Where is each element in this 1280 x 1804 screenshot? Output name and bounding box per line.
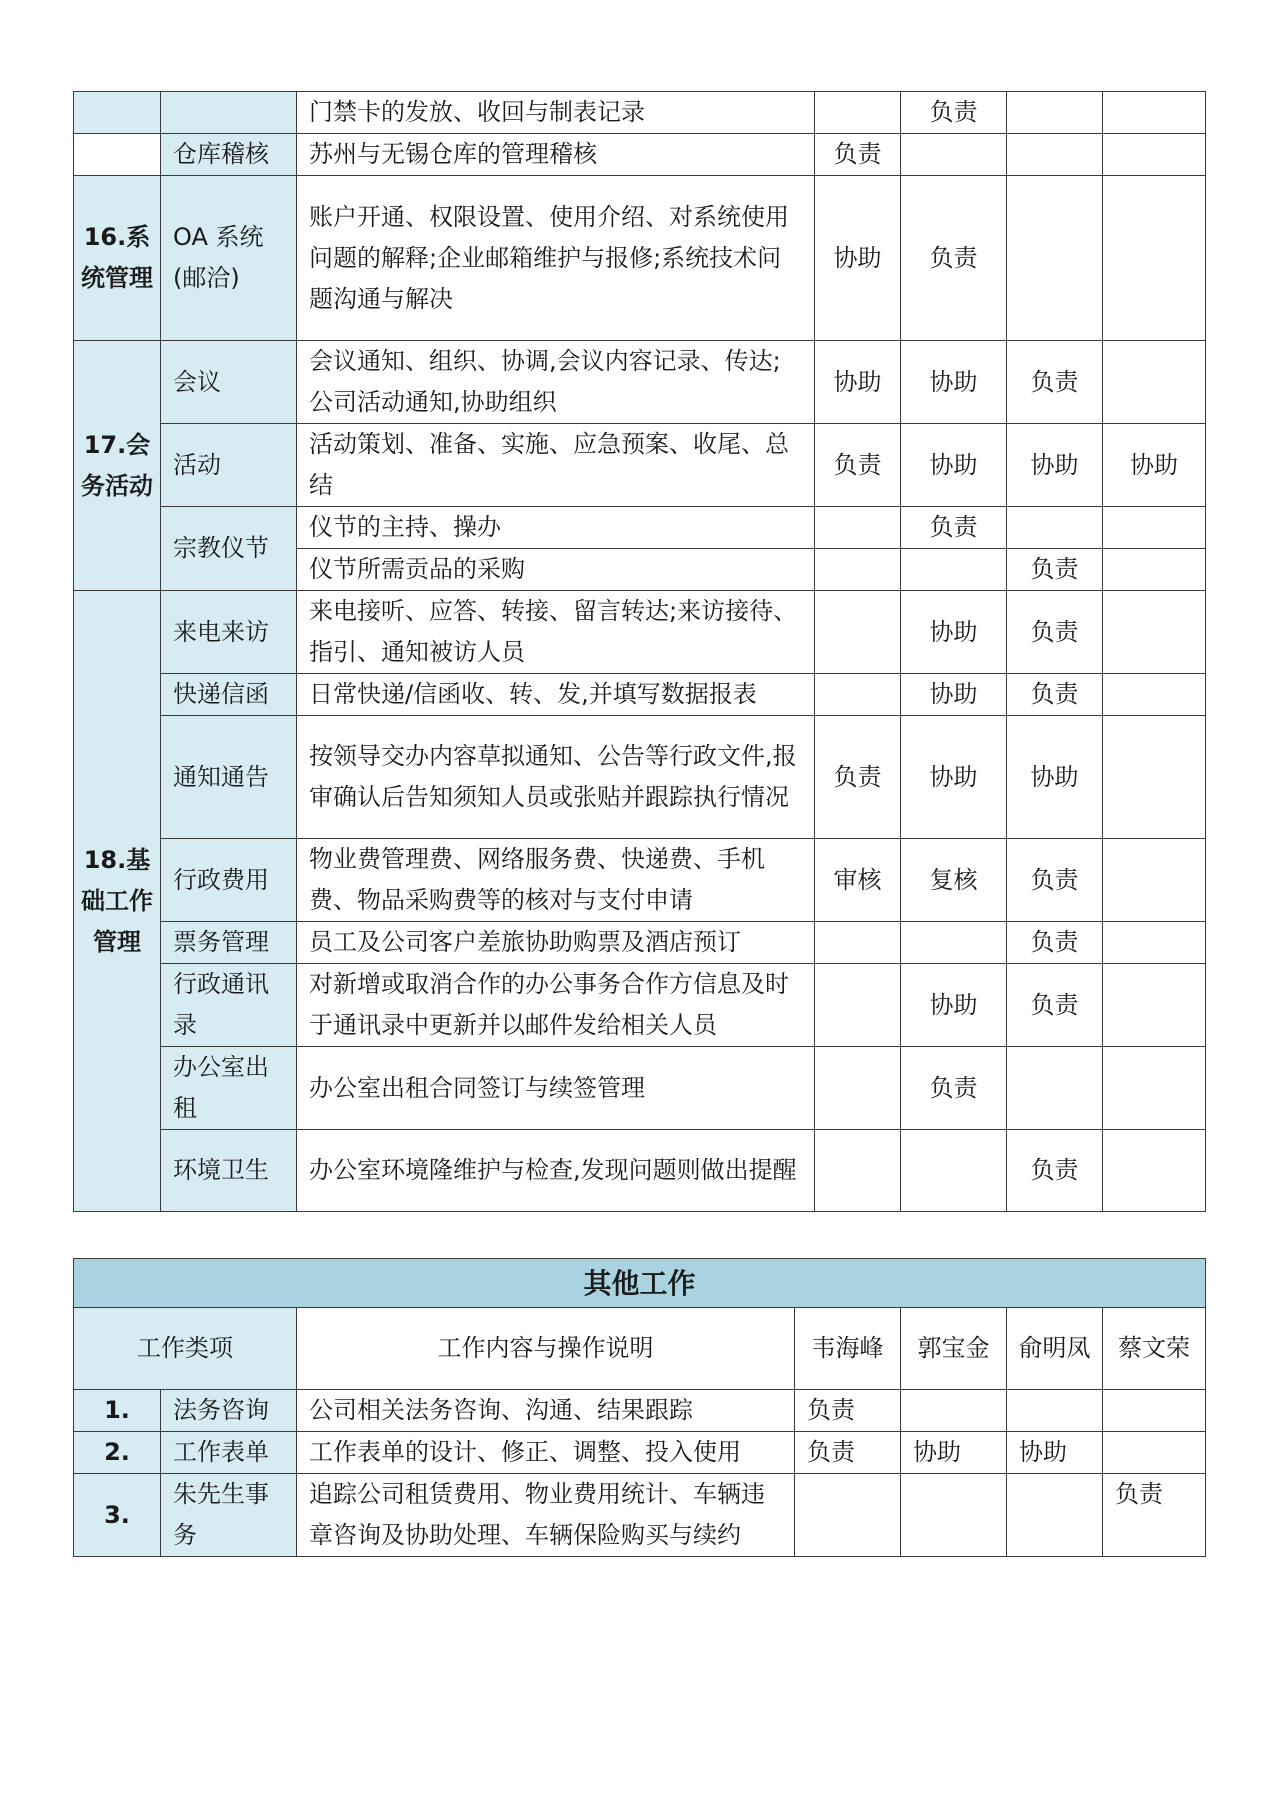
other-work-table (73, 1258, 1206, 1557)
role-cell: 负责 (795, 1432, 901, 1474)
sub-item-cell: 行政通讯录 (161, 964, 297, 1047)
table-row (74, 964, 1206, 1047)
role-cell (1103, 922, 1206, 964)
role-cell: 协助 (901, 716, 1007, 839)
role-cell: 负责 (815, 134, 901, 176)
role-cell (815, 507, 901, 549)
section-cell: 17.会务活动 (74, 341, 161, 591)
content-cell: 追踪公司租赁费用、物业费用统计、车辆违章咨询及协助处理、车辆保险购买与续约 (297, 1474, 795, 1557)
table-row (74, 1432, 1206, 1474)
role-cell: 复核 (901, 839, 1007, 922)
sub-item-cell: OA 系统(邮洽) (161, 176, 297, 341)
section-title-row (74, 1259, 1206, 1308)
sub-item-cell: 宗教仪节 (161, 507, 297, 591)
role-cell: 负责 (1007, 922, 1103, 964)
sub-item-cell: 通知通告 (161, 716, 297, 839)
role-cell: 协助 (901, 674, 1007, 716)
role-cell (815, 92, 901, 134)
role-cell (815, 964, 901, 1047)
content-cell: 员工及公司客户差旅协助购票及酒店预订 (297, 922, 815, 964)
role-cell (815, 922, 901, 964)
role-cell (1007, 1390, 1103, 1432)
role-cell: 负责 (901, 176, 1007, 341)
content-cell: 办公室环境隆维护与检查,发现问题则做出提醒 (297, 1130, 815, 1212)
role-cell (901, 134, 1007, 176)
sub-item-cell: 票务管理 (161, 922, 297, 964)
content-cell: 日常快递/信函收、转、发,并填写数据报表 (297, 674, 815, 716)
role-cell: 负责 (1007, 964, 1103, 1047)
role-cell (795, 1474, 901, 1557)
role-cell (815, 1047, 901, 1130)
role-cell: 负责 (901, 92, 1007, 134)
sub-item-cell: 快递信函 (161, 674, 297, 716)
role-cell (815, 1130, 901, 1212)
role-cell: 协助 (815, 341, 901, 424)
role-cell: 协助 (901, 964, 1007, 1047)
role-cell (1103, 92, 1206, 134)
role-cell (901, 549, 1007, 591)
row-number: 2. (74, 1432, 161, 1474)
sub-item-cell: 工作表单 (161, 1432, 297, 1474)
content-cell: 对新增或取消合作的办公事务合作方信息及时于通讯录中更新并以邮件发给相关人员 (297, 964, 815, 1047)
table-row (74, 507, 1206, 549)
table-row (74, 1047, 1206, 1130)
row-number: 1. (74, 1390, 161, 1432)
content-cell: 仪节所需贡品的采购 (297, 549, 815, 591)
role-cell (1103, 674, 1206, 716)
content-cell: 账户开通、权限设置、使用介绍、对系统使用问题的解释;企业邮箱维护与报修;系统技术问题沟通与解决 (297, 176, 815, 341)
table-row (74, 424, 1206, 507)
role-cell (1103, 1390, 1206, 1432)
table-row (74, 176, 1206, 341)
role-cell: 负责 (1007, 591, 1103, 674)
table-row (74, 922, 1206, 964)
table-row (74, 1474, 1206, 1557)
role-cell: 协助 (1007, 716, 1103, 839)
table-row (74, 134, 1206, 176)
table-row (74, 1390, 1206, 1432)
role-cell (1007, 1474, 1103, 1557)
content-cell: 公司相关法务咨询、沟通、结果跟踪 (297, 1390, 795, 1432)
content-cell: 按领导交办内容草拟通知、公告等行政文件,报审确认后告知须知人员或张贴并跟踪执行情况 (297, 716, 815, 839)
role-cell (1103, 341, 1206, 424)
role-cell (1007, 507, 1103, 549)
content-cell: 工作表单的设计、修正、调整、投入使用 (297, 1432, 795, 1474)
role-cell (1103, 549, 1206, 591)
role-cell (1103, 1047, 1206, 1130)
row-number: 3. (74, 1474, 161, 1557)
sub-item-cell: 行政费用 (161, 839, 297, 922)
role-cell: 协助 (901, 1432, 1007, 1474)
header-content: 工作内容与操作说明 (297, 1308, 795, 1390)
content-cell: 活动策划、准备、实施、应急预案、收尾、总结 (297, 424, 815, 507)
sub-item-cell: 办公室出租 (161, 1047, 297, 1130)
role-cell: 负责 (795, 1390, 901, 1432)
role-cell (1103, 1432, 1206, 1474)
role-cell (1103, 507, 1206, 549)
role-cell (1103, 176, 1206, 341)
content-cell: 仪节的主持、操办 (297, 507, 815, 549)
role-cell: 负责 (1007, 1130, 1103, 1212)
role-cell: 负责 (1007, 674, 1103, 716)
role-cell (1103, 716, 1206, 839)
content-cell: 办公室出租合同签订与续签管理 (297, 1047, 815, 1130)
role-cell (815, 674, 901, 716)
role-cell: 协助 (1007, 1432, 1103, 1474)
role-cell (1103, 591, 1206, 674)
content-cell: 门禁卡的发放、收回与制表记录 (297, 92, 815, 134)
role-cell (815, 591, 901, 674)
sub-item-cell: 法务咨询 (161, 1390, 297, 1432)
role-cell (901, 1130, 1007, 1212)
role-cell: 协助 (1103, 424, 1206, 507)
header-row (74, 1308, 1206, 1390)
section-cell: 18.基础工作管理 (74, 591, 161, 1212)
role-cell (1007, 176, 1103, 341)
sub-item-cell: 仓库稽核 (161, 134, 297, 176)
role-cell: 负责 (901, 507, 1007, 549)
role-cell: 协助 (815, 176, 901, 341)
content-cell: 来电接听、应答、转接、留言转达;来访接待、指引、通知被访人员 (297, 591, 815, 674)
section-title: 其他工作 (74, 1259, 1206, 1308)
sub-item-cell: 会议 (161, 341, 297, 424)
sub-item-cell: 来电来访 (161, 591, 297, 674)
section-cell (74, 92, 161, 134)
header-person: 郭宝金 (901, 1308, 1007, 1390)
header-person: 韦海峰 (795, 1308, 901, 1390)
content-cell: 会议通知、组织、协调,会议内容记录、传达;公司活动通知,协助组织 (297, 341, 815, 424)
table-row (74, 341, 1206, 424)
role-cell (1007, 1047, 1103, 1130)
role-cell: 协助 (901, 341, 1007, 424)
section-cell (74, 134, 161, 176)
role-cell: 负责 (1103, 1474, 1206, 1557)
role-cell: 协助 (901, 424, 1007, 507)
role-cell: 负责 (1007, 549, 1103, 591)
role-cell: 审核 (815, 839, 901, 922)
role-cell: 负责 (815, 716, 901, 839)
role-cell (1103, 839, 1206, 922)
sub-item-cell: 活动 (161, 424, 297, 507)
header-person: 俞明凤 (1007, 1308, 1103, 1390)
role-cell: 负责 (1007, 839, 1103, 922)
role-cell: 负责 (815, 424, 901, 507)
table-row (74, 92, 1206, 134)
role-cell (1007, 92, 1103, 134)
role-cell (1103, 964, 1206, 1047)
role-cell: 负责 (1007, 341, 1103, 424)
role-cell (1007, 134, 1103, 176)
content-cell: 苏州与无锡仓库的管理稽核 (297, 134, 815, 176)
role-cell (901, 1390, 1007, 1432)
header-category: 工作类项 (74, 1308, 297, 1390)
responsibility-table (73, 91, 1206, 1212)
table-row (74, 591, 1206, 674)
content-cell: 物业费管理费、网络服务费、快递费、手机费、物品采购费等的核对与支付申请 (297, 839, 815, 922)
role-cell (901, 922, 1007, 964)
role-cell: 协助 (901, 591, 1007, 674)
table-row (74, 674, 1206, 716)
table-row (74, 1130, 1206, 1212)
sub-item-cell (161, 92, 297, 134)
role-cell (1103, 134, 1206, 176)
role-cell (901, 1474, 1007, 1557)
table-row (74, 716, 1206, 839)
header-person: 蔡文荣 (1103, 1308, 1206, 1390)
role-cell (815, 549, 901, 591)
table-row (74, 839, 1206, 922)
sub-item-cell: 环境卫生 (161, 1130, 297, 1212)
section-cell: 16.系统管理 (74, 176, 161, 341)
sub-item-cell: 朱先生事务 (161, 1474, 297, 1557)
role-cell: 协助 (1007, 424, 1103, 507)
role-cell: 负责 (901, 1047, 1007, 1130)
role-cell (1103, 1130, 1206, 1212)
